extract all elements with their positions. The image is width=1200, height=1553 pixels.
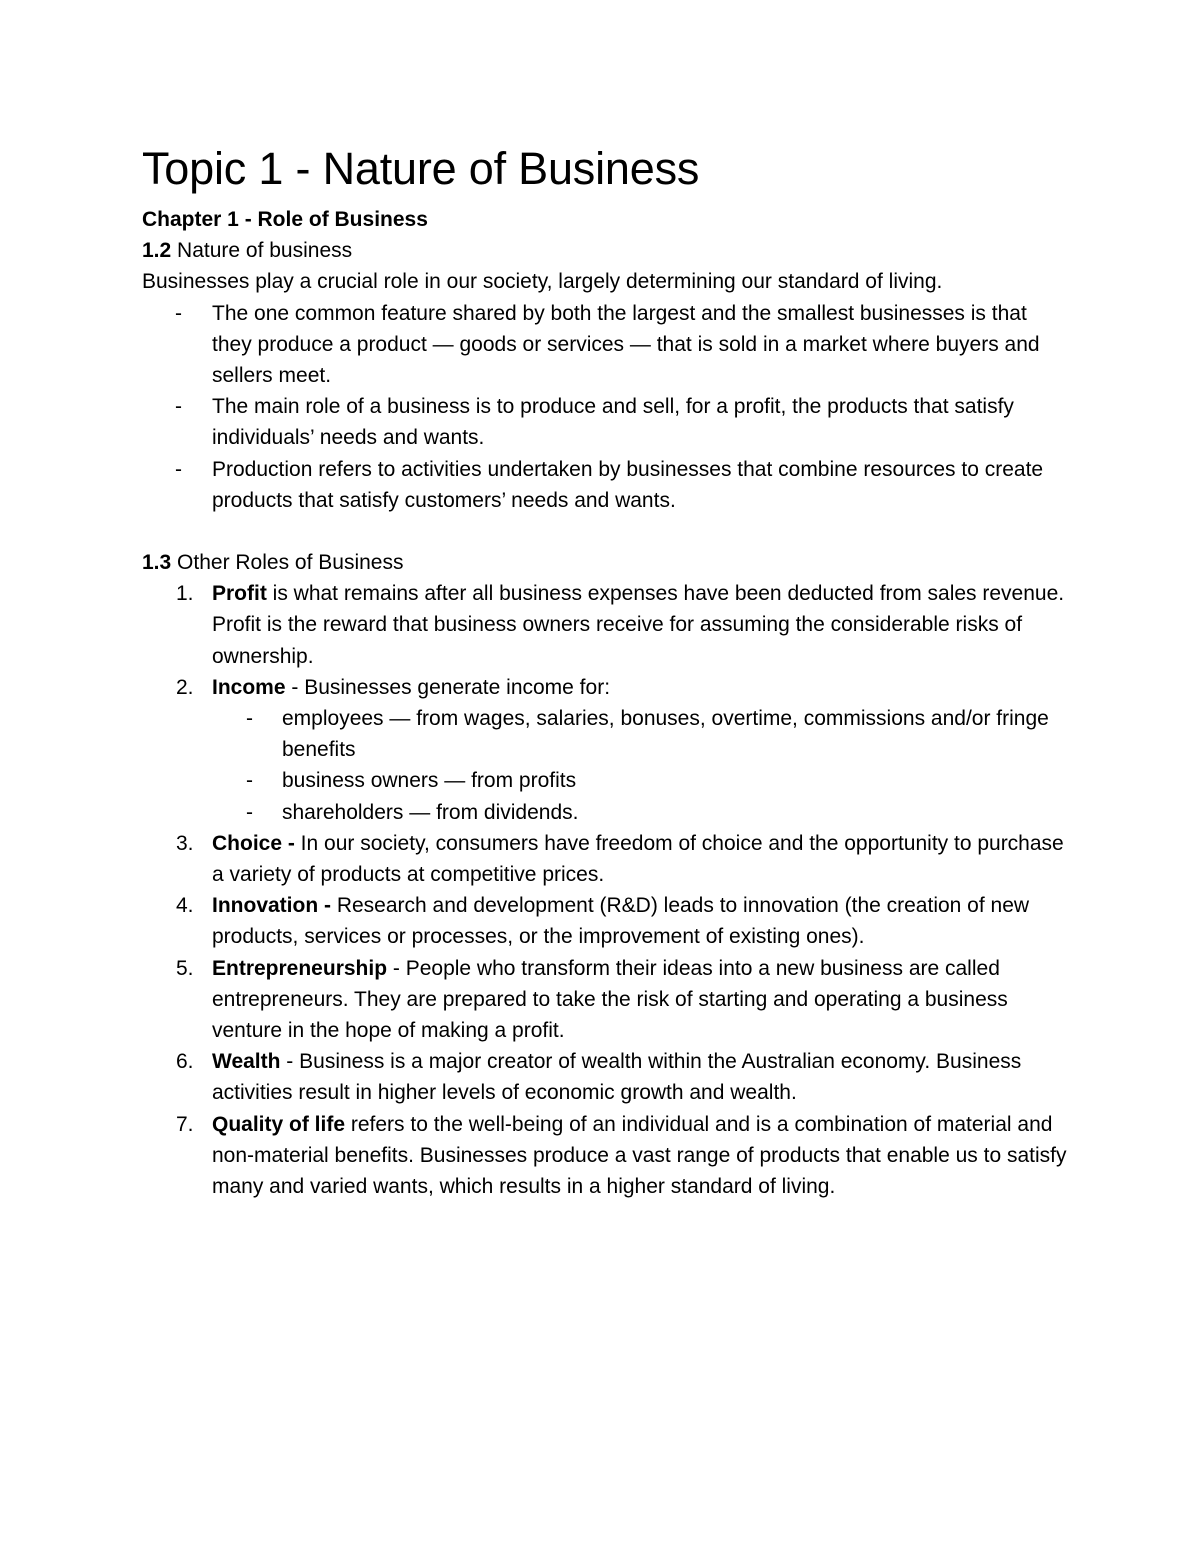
list-number: 1. [176,582,194,606]
dash-marker: - [246,707,253,731]
section-number: 1.2 [142,239,172,263]
dash-marker: - [175,395,182,419]
list-number: 4. [176,894,194,918]
chapter-heading: Chapter 1 - Role of Business [142,208,428,231]
list-item-text: - People who transform their ideas into a new business are called entrepreneurs. They are prepared to take the risk of starting and operating a business venture in the hope of making a profit. [212,956,1008,1043]
list-term: Quality of life [212,1112,346,1136]
page-title: Topic 1 - Nature of Business [142,143,700,194]
list-item-innovation [142,890,1072,952]
section-1-3-numbered-list [142,578,1072,1202]
list-term: Wealth [212,1050,281,1074]
sub-list-item [212,703,1072,765]
list-item-income [142,672,1072,828]
sub-list-item [212,797,1072,828]
section-1-2-intro: Businesses play a crucial role in our society, largely determining our standard of living. [142,270,943,294]
section-1-2-heading [142,235,1072,266]
sub-list-item-text: shareholders — from dividends. [282,800,579,824]
list-number: 5. [176,956,194,980]
sub-list-item [212,765,1072,796]
list-number: 7. [176,1112,194,1136]
document-page [142,140,1072,1202]
sub-list-item-text: business owners — from profits [282,769,577,793]
list-item-text: Research and development (R&D) leads to innovation (the creation of new products, services or processes, or the improvement of existing ones). [212,894,1030,949]
list-item-text: Production refers to activities undertaken by businesses that combine resources to create products that satisfy customers’ needs and wants. [212,457,1044,512]
dash-marker: - [175,457,182,481]
list-item-text: In our society, consumers have freedom of choice and the opportunity to purchase a variety of products at competitive prices. [212,831,1064,887]
list-item-text: is what remains after all business expenses have been deducted from sales revenue. Profit is the reward that business owners receive for assuming the considerable risks of ownership. [212,582,1065,668]
list-item [142,298,1072,392]
paragraph-spacer [142,516,1072,547]
list-item-choice [142,828,1072,890]
sub-list-item-text: employees — from wages, salaries, bonuses, overtime, commissions and/or fringe benefits [282,707,1049,762]
section-1-3-heading [142,547,1072,578]
list-term: Choice - [212,831,295,855]
list-item-text: - Businesses generate income for: [285,675,611,699]
dash-marker: - [175,301,182,325]
list-number: 3. [176,831,194,855]
list-item-profit [142,578,1072,672]
section-number: 1.3 [142,551,172,575]
dash-marker: - [246,800,253,824]
list-item-text: The one common feature shared by both the largest and the smallest businesses is that they produce a product — goods or services — that is sold in a market where buyers and sellers meet. [212,301,1040,388]
section-title: Nature of business [171,239,353,263]
list-item-wealth [142,1046,1072,1108]
list-item-quality-of-life [142,1109,1072,1203]
list-term: Entrepreneurship [212,956,388,980]
list-item-text: The main role of a business is to produce and sell, for a profit, the products that satisfy individuals’ needs and wants. [212,395,1014,450]
list-number: 6. [176,1050,194,1074]
list-item [142,391,1072,453]
list-term: Income [212,675,286,699]
section-title: Other Roles of Business [171,551,404,575]
list-item-text: - Business is a major creator of wealth within the Australian economy. Business activities result in higher levels of economic growth and wealth. [212,1050,1022,1105]
list-item-entrepreneurship [142,953,1072,1047]
section-1-2-bullets [142,298,1072,516]
list-item [142,454,1072,516]
list-term: Innovation - [212,894,331,918]
list-number: 2. [176,675,194,699]
list-term: Profit [212,582,267,606]
dash-marker: - [246,769,253,793]
income-sub-list [212,703,1072,828]
list-item-text: refers to the well-being of an individual and is a combination of material and non-material benefits. Businesses produce a vast range of products that enable us to satisfy many and varied wants, which results in a higher standard of living. [212,1112,1067,1199]
